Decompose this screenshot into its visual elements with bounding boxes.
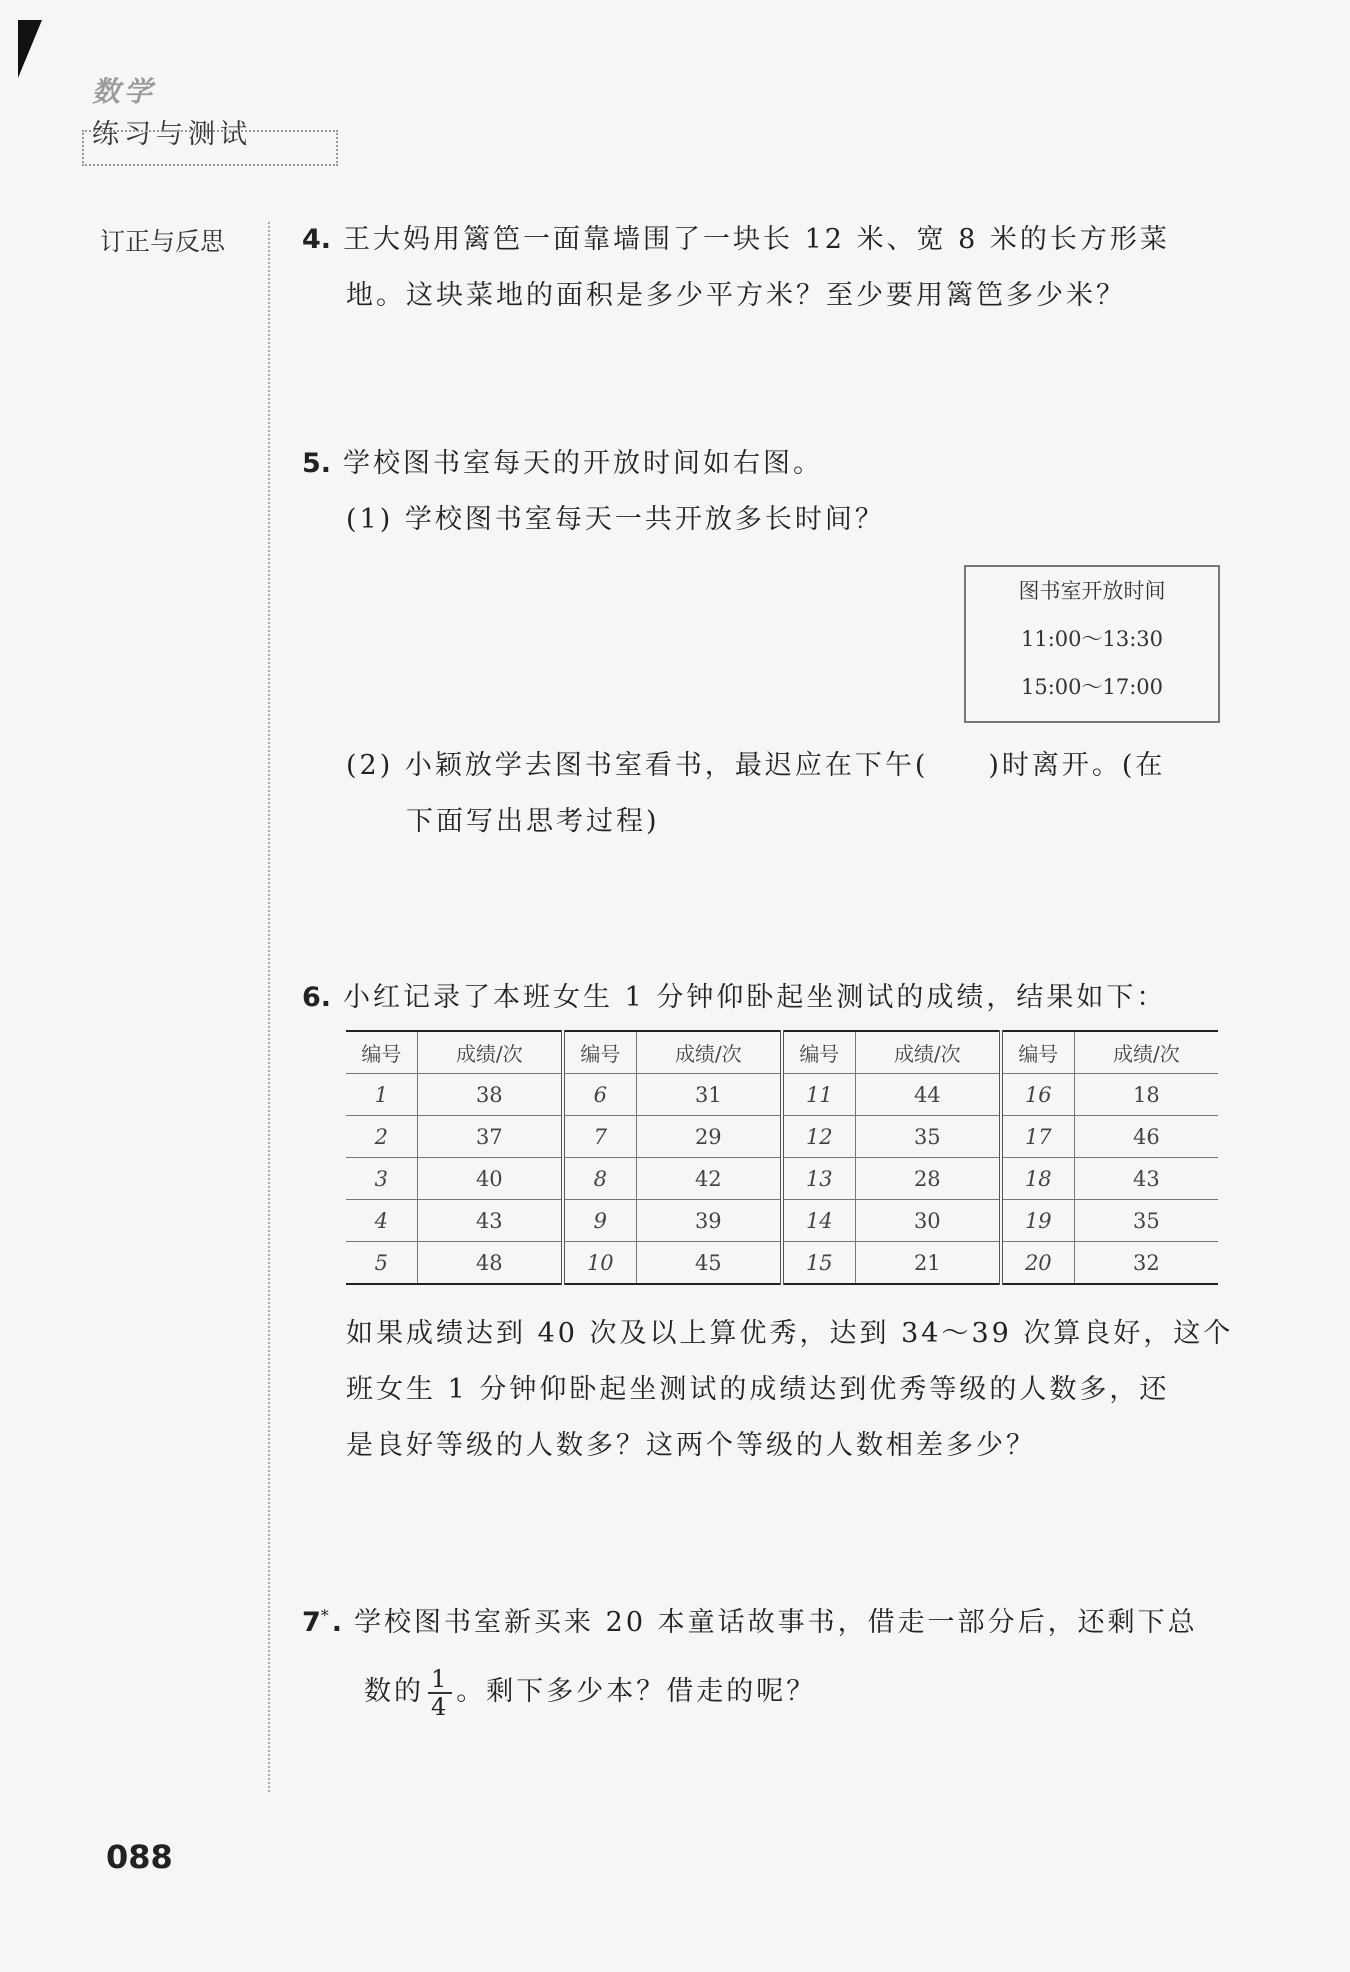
question-number: 4. xyxy=(302,224,332,255)
score-cell: 46 xyxy=(1074,1116,1218,1158)
question-5-part-2 xyxy=(302,738,1165,850)
table-row xyxy=(346,1074,1218,1116)
question-text: 如果成绩达到 40 次及以上算优秀，达到 34～39 次算良好，这个 xyxy=(346,1318,1234,1349)
score-cell: 48 xyxy=(417,1242,563,1285)
score-cell: 44 xyxy=(855,1074,1001,1116)
student-id: 12 xyxy=(782,1116,855,1158)
question-text: 是良好等级的人数多？这两个等级的人数相差多少？ xyxy=(346,1430,1036,1461)
student-id: 20 xyxy=(1001,1242,1074,1285)
score-cell: 30 xyxy=(855,1200,1001,1242)
student-id: 5 xyxy=(346,1242,417,1285)
score-cell: 43 xyxy=(1074,1158,1218,1200)
score-cell: 43 xyxy=(417,1200,563,1242)
book-title: 练习与测试 xyxy=(92,119,252,150)
student-id: 15 xyxy=(782,1242,855,1285)
score-cell: 40 xyxy=(417,1158,563,1200)
correction-reflection-label: 订正与反思 xyxy=(100,227,226,256)
student-id: 8 xyxy=(563,1158,636,1200)
library-hours-slot: 15:00～17:00 xyxy=(1020,675,1164,699)
student-id: 11 xyxy=(782,1074,855,1116)
column-header: 成绩/次 xyxy=(855,1031,1001,1074)
fraction-numerator: 1 xyxy=(428,1666,452,1694)
student-id: 3 xyxy=(346,1158,417,1200)
question-number: 5. xyxy=(302,448,332,479)
question-4 xyxy=(302,212,1170,324)
student-id: 9 xyxy=(563,1200,636,1242)
book-title-frame xyxy=(82,130,338,166)
score-cell: 29 xyxy=(636,1116,782,1158)
question-number: 7 xyxy=(302,1607,321,1638)
question-text: 班女生 1 分钟仰卧起坐测试的成绩达到优秀等级的人数多，还 xyxy=(346,1374,1170,1405)
column-header: 编号 xyxy=(1001,1031,1074,1074)
student-id: 14 xyxy=(782,1200,855,1242)
column-header: 编号 xyxy=(782,1031,855,1074)
question-5 xyxy=(302,436,885,548)
column-header: 成绩/次 xyxy=(417,1031,563,1074)
question-7 xyxy=(302,1588,1198,1651)
score-cell: 31 xyxy=(636,1074,782,1116)
question-text: 地。这块菜地的面积是多少平方米？至少要用篱笆多少米？ xyxy=(346,280,1126,311)
table-row xyxy=(346,1242,1218,1285)
question-text: 学校图书室新买来 20 本童话故事书，借走一部分后，还剩下总 xyxy=(354,1607,1198,1638)
situp-scores-table xyxy=(346,1030,1218,1285)
sub-question-2: 下面写出思考过程) xyxy=(406,806,660,837)
student-id: 6 xyxy=(563,1074,636,1116)
fraction-denominator: 4 xyxy=(431,1692,450,1721)
score-cell: 38 xyxy=(417,1074,563,1116)
table-row xyxy=(346,1200,1218,1242)
question-number: 6. xyxy=(302,982,332,1013)
student-id: 4 xyxy=(346,1200,417,1242)
score-cell: 45 xyxy=(636,1242,782,1285)
question-6-text xyxy=(346,1306,1233,1474)
student-id: 2 xyxy=(346,1116,417,1158)
question-6 xyxy=(302,970,1166,1026)
fraction-one-quarter xyxy=(428,1666,452,1720)
table-row xyxy=(346,1158,1218,1200)
question-text: 数的 xyxy=(364,1676,424,1707)
question-7-line-2 xyxy=(364,1660,816,1724)
table-header-row xyxy=(346,1031,1218,1074)
library-hours-title: 图书室开放时间 xyxy=(1018,579,1166,603)
page-number: 088 xyxy=(106,1838,173,1876)
score-cell: 42 xyxy=(636,1158,782,1200)
column-header: 编号 xyxy=(563,1031,636,1074)
student-id: 17 xyxy=(1001,1116,1074,1158)
sub-question-1: (1) 学校图书室每天一共开放多长时间？ xyxy=(346,504,885,535)
student-id: 16 xyxy=(1001,1074,1074,1116)
column-header: 成绩/次 xyxy=(1074,1031,1218,1074)
score-cell: 35 xyxy=(855,1116,1001,1158)
sub-question-2: (2) 小颖放学去图书室看书，最迟应在下午( )时离开。(在 xyxy=(346,750,1166,781)
question-text: 。剩下多少本？借走的呢？ xyxy=(456,1676,817,1707)
student-id: 13 xyxy=(782,1158,855,1200)
student-id: 7 xyxy=(563,1116,636,1158)
question-number-dot: . xyxy=(331,1607,343,1638)
student-id: 10 xyxy=(563,1242,636,1285)
student-id: 1 xyxy=(346,1074,417,1116)
score-cell: 39 xyxy=(636,1200,782,1242)
column-header: 成绩/次 xyxy=(636,1031,782,1074)
subject-logo: 数学 xyxy=(92,75,157,108)
score-cell: 32 xyxy=(1074,1242,1218,1285)
student-id: 18 xyxy=(1001,1158,1074,1200)
score-cell: 35 xyxy=(1074,1200,1218,1242)
question-text: 学校图书室每天的开放时间如右图。 xyxy=(343,448,824,479)
page-corner-mark xyxy=(18,20,42,78)
library-hours-slot: 11:00～13:30 xyxy=(1020,627,1164,651)
question-text: 王大妈用篱笆一面靠墙围了一块长 12 米、宽 8 米的长方形菜 xyxy=(343,224,1170,255)
margin-divider xyxy=(268,222,270,1792)
challenge-star: * xyxy=(320,1606,332,1625)
score-cell: 28 xyxy=(855,1158,1001,1200)
score-cell: 18 xyxy=(1074,1074,1218,1116)
score-cell: 21 xyxy=(855,1242,1001,1285)
student-id: 19 xyxy=(1001,1200,1074,1242)
column-header: 编号 xyxy=(346,1031,417,1074)
library-hours-box xyxy=(964,565,1220,723)
question-text: 小红记录了本班女生 1 分钟仰卧起坐测试的成绩，结果如下： xyxy=(343,982,1167,1013)
score-cell: 37 xyxy=(417,1116,563,1158)
table-row xyxy=(346,1116,1218,1158)
